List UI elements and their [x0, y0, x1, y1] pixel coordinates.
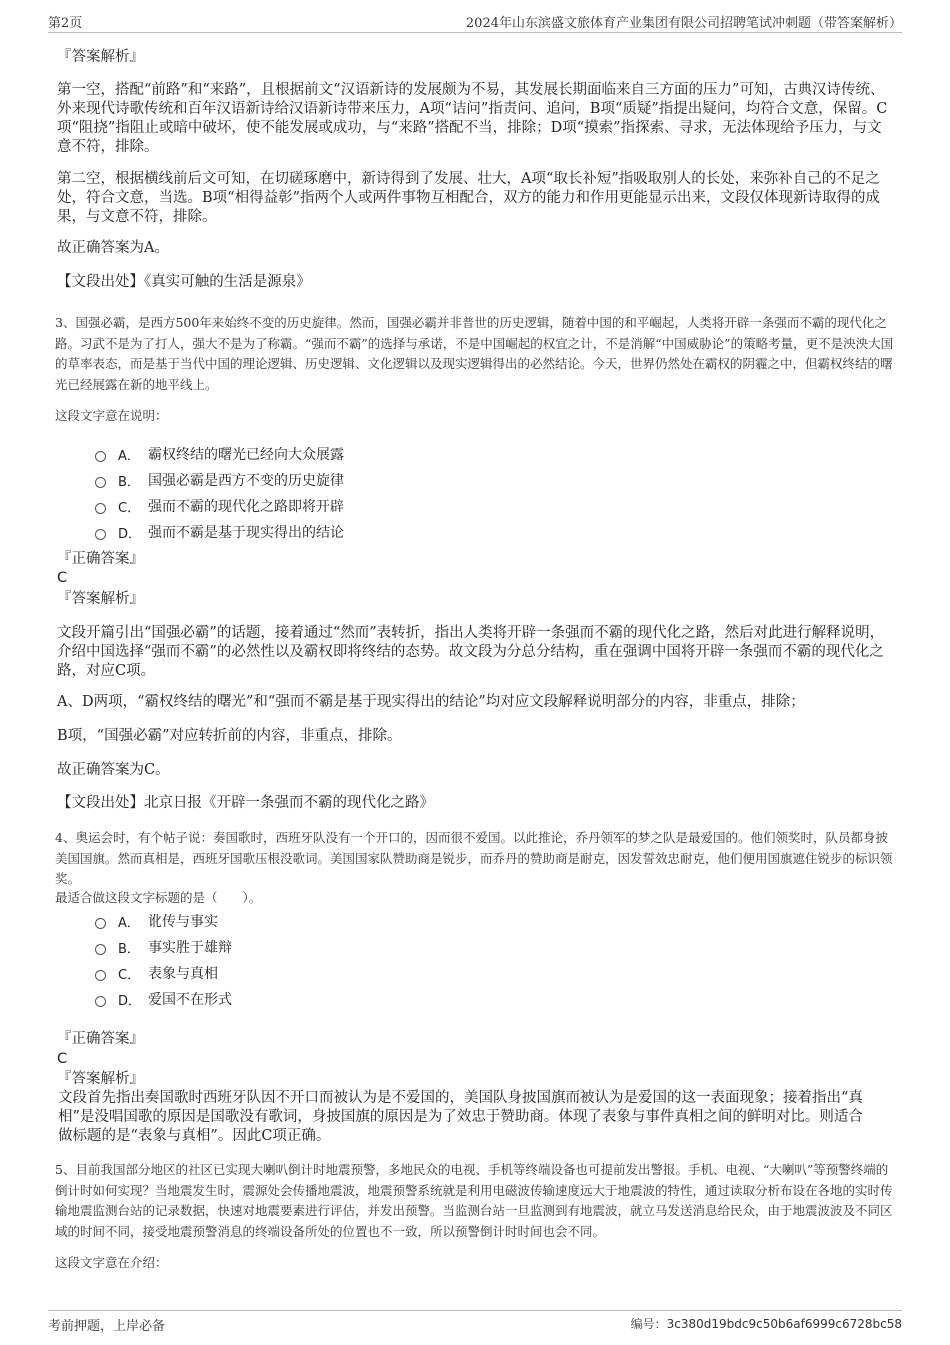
- option-text: 强而不霸的现代化之路即将开辟: [148, 499, 344, 515]
- answer-conclusion-q3: 故正确答案为C。: [57, 762, 170, 778]
- option-a[interactable]: [95, 908, 232, 934]
- question-3-text: 3、国强必霸，是西方500年来始终不变的历史旋律。然而，国强必霸并非普世的历史逻辑，随着中国的和平崛起，人类将开辟一条强而不霸的现代化之路。习武不是为了打人，强大不是为了称霸。“强而不霸”的选择与承诺，不是中国崛起的权宜之计，不是消解“中国威胁论”的策略考量，更不是泱泱大国的草率表态，而是基于当代中国的理论逻辑、历史逻辑、文化逻辑以及现实逻辑得出的必然结论。今天，世界仍然处在霸权的阴霾之中，但霸权终结的曙光已经展露在新的地平线上。: [55, 315, 894, 392]
- analysis-q3-paragraph-2: A、D两项，“霸权终结的曙光”和“强而不霸是基于现实得出的结论”均对应文段解释说明部分的内容，非重点，排除；: [57, 694, 805, 710]
- option-c[interactable]: [95, 493, 344, 519]
- question-4-prompt: 最适合做这段文字标题的是（ ）。: [55, 890, 262, 905]
- option-letter: A．: [118, 915, 140, 931]
- option-letter: C．: [118, 500, 141, 516]
- option-letter: B．: [118, 474, 140, 490]
- question-3-prompt: 这段文字意在说明：: [55, 408, 168, 423]
- option-text: 讹传与事实: [148, 914, 218, 930]
- radio-button-icon[interactable]: [95, 918, 106, 929]
- radio-button-icon[interactable]: [95, 996, 106, 1007]
- footer-slogan: 考前押题，上岸必备: [48, 1319, 166, 1334]
- analysis-label-q4: 『答案解析』: [57, 1071, 144, 1087]
- correct-answer-q4: C: [57, 1051, 68, 1067]
- correct-answer-label-q3: 『正确答案』: [57, 551, 144, 567]
- option-text: 强而不霸是基于现实得出的结论: [148, 525, 344, 541]
- page-number: 第2页: [48, 16, 83, 31]
- radio-button-icon[interactable]: [95, 503, 106, 514]
- option-letter: D．: [118, 526, 142, 542]
- radio-button-icon[interactable]: [95, 451, 106, 462]
- option-text: 事实胜于雄辩: [148, 940, 232, 956]
- document-code: [631, 1315, 902, 1332]
- correct-answer-label-q4: 『正确答案』: [57, 1031, 144, 1047]
- option-letter: D．: [118, 993, 142, 1009]
- question-5-text: 5、目前我国部分地区的社区已实现大喇叭倒计时地震预警，多地民众的电视、手机等终端设备也可提前发出警报。手机、电视、“大喇叭”等预警终端的倒计时如何实现？当地震发生时，震源处会传播地震波，地震预警系统就是利用电磁波传输速度远大于地震波的特性，通过读取分析布设在各地的实时传输地震监测台站的记录数据，快速对地震要素进行评估，并发出预警。当监测台站一旦监测到有地震波，就立马发送消息给民众，由于地震波波及不同区域的时间不同，接受地震预警消息的终端设备所处的位置也不一致，所以预警倒计时时间也会不同。: [55, 1162, 893, 1239]
- option-text: 国强必霸是西方不变的历史旋律: [148, 473, 344, 489]
- page-header: [48, 10, 902, 33]
- option-b[interactable]: [95, 934, 232, 960]
- document-code-label: 编号：: [630, 1317, 667, 1331]
- page-footer: [48, 1310, 902, 1333]
- analysis-label-q2: 『答案解析』: [57, 49, 144, 65]
- option-b[interactable]: [95, 467, 344, 493]
- source-q2: 【文段出处】《真实可触的生活是源泉》: [57, 274, 311, 290]
- analysis-q3-paragraph-1: 文段开篇引出“国强必霸”的话题，接着通过“然而”表转折，指出人类将开辟一条强而不霸的现代化之路，然后对此进行解释说明，介绍中国选择“强而不霸”的必然性以及霸权即将终结的态势。故文段为分总分结构，重在强调中国将开辟一条强而不霸的现代化之路，对应C项。: [57, 625, 885, 679]
- radio-button-icon[interactable]: [95, 970, 106, 981]
- analysis-paragraph-1: 第一空，搭配“前路”和“来路”，且根据前文“汉语新诗的发展颇为不易，其发展长期面临来自三方面的压力”可知，古典汉诗传统、外来现代诗歌传统和百年汉语新诗给汉语新诗带来压力，A项“诘问”指责问、追问，B项“质疑”指提出疑问，均符合文意，保留。C项“阻挠”指阻止或暗中破坏，使不能发展或成功，与“来路”搭配不当，排除；D项“摸索”指探索、寻求，无法体现给予压力，与文意不符，排除。: [57, 82, 888, 155]
- radio-button-icon[interactable]: [95, 944, 106, 955]
- question-4-options: [95, 908, 232, 1012]
- option-letter: A．: [118, 448, 140, 464]
- option-a[interactable]: [95, 441, 344, 467]
- option-d[interactable]: [95, 519, 344, 545]
- question-4-text: 4、奥运会时，有个帖子说：奏国歌时，西班牙队没有一个开口的，因而很不爱国。以此推论，乔丹领军的梦之队是最爱国的。他们领奖时，队员都身披美国国旗。然而真相是，西班牙国歌压根没歌词。美国国家队赞助商是锐步，而乔丹的赞助商是耐克，因发誓效忠耐克，他们便用国旗遮住锐步的标识领奖。: [55, 830, 893, 886]
- question-3-options: [95, 441, 344, 545]
- analysis-label-q3: 『答案解析』: [57, 591, 144, 607]
- option-text: 霸权终结的曙光已经向大众展露: [148, 447, 344, 463]
- question-5-prompt: 这段文字意在介绍：: [55, 1255, 168, 1270]
- radio-button-icon[interactable]: [95, 477, 106, 488]
- option-d[interactable]: [95, 986, 232, 1012]
- option-c[interactable]: [95, 960, 232, 986]
- source-q3: 【文段出处】北京日报《开辟一条强而不霸的现代化之路》: [57, 795, 434, 811]
- answer-conclusion-q2: 故正确答案为A。: [57, 240, 169, 256]
- document-title: 2024年山东滨盛文旅体育产业集团有限公司招聘笔试冲刺题（带答案解析）: [465, 16, 902, 31]
- radio-button-icon[interactable]: [95, 529, 106, 540]
- analysis-q4: 文段首先指出奏国歌时西班牙队因不开口而被认为是不爱国的，美国队身披国旗而被认为是爱国的这一表面现象；接着指出“真相”是没唱国歌的原因是国歌没有歌词，身披国旗的原因是为了效忠于赞助商。体现了表象与事件真相之间的鲜明对比。则适合做标题的是“表象与真相”。因此C项正确。: [58, 1090, 863, 1144]
- option-text: 表象与真相: [148, 966, 218, 982]
- option-text: 爱国不在形式: [148, 992, 232, 1008]
- analysis-q3-paragraph-3: B项，“国强必霸”对应转折前的内容，非重点，排除。: [57, 728, 402, 744]
- correct-answer-q3: C: [57, 570, 68, 586]
- option-letter: B．: [118, 941, 140, 957]
- document-code-value: 3c380d19bdc9c50b6af6999c6728bc58: [666, 1317, 902, 1331]
- analysis-paragraph-2: 第二空，根据横线前后文可知，在切磋琢磨中，新诗得到了发展、壮大，A项“取长补短”指吸取别人的长处，来弥补自己的不足之处，符合文意，当选。B项“相得益彰”指两个人或两件事物互相配合，双方的能力和作用更能显示出来，文段仅体现新诗取得的成果，与文意不符，排除。: [57, 171, 880, 225]
- option-letter: C．: [118, 967, 141, 983]
